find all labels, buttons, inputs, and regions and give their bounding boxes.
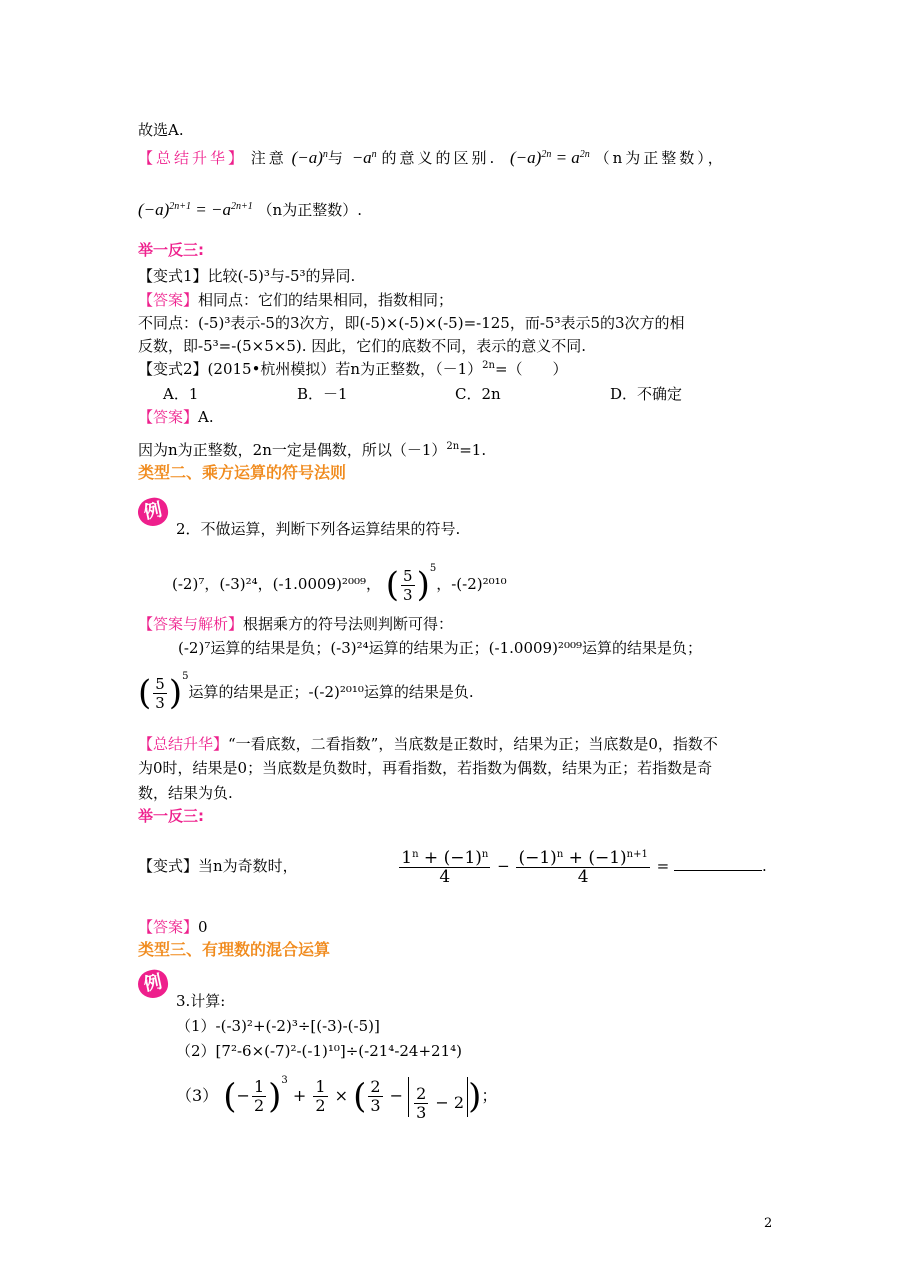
answer-3-line-2: (-2)⁷运算的结果是负；(-3)²⁴运算的结果为正；(-1.0009)²⁰⁰⁹运算的结果是负； xyxy=(178,639,702,657)
summary-tag: 【总结升华】 xyxy=(138,149,247,167)
example-badge-icon: 例 xyxy=(135,495,170,529)
math-neg-a-pow-n: $(-a)^n$ xyxy=(291,148,328,167)
summary-line-2: $(-a)^{2n+1} = -a^{2n+1}$ （n为正整数）. xyxy=(138,200,362,219)
absolute-value: $\frac{2}{3}$ − 2 xyxy=(408,1077,468,1117)
summary-2-line-2: 为0时，结果是0；当底数是负数时，再看指数，若指数为偶数，结果为正；若指数是奇 xyxy=(138,759,713,777)
answer-3-line-3: ( $\frac{5}{3}$ )$^5$运算的结果是正；-(-2)²⁰¹⁰运算的结果是负. xyxy=(138,671,474,713)
section-heading-type-2: 类型二、乘方运算的符号法则 xyxy=(138,463,347,482)
example-2-items: (-2)⁷，(-3)²⁴，(-1.0009)²⁰⁰⁹， ( $\frac{5}{3}$ )$^5$，-(-2)²⁰¹⁰ xyxy=(172,563,507,605)
example-3-question: 3.计算: xyxy=(176,992,226,1010)
option-d: D．不确定 xyxy=(610,385,683,403)
example-3-part-2: （2）[7²-6×(-7)²-(-1)¹⁰]÷(-21⁴-24+21⁴) xyxy=(176,1042,462,1060)
answer-blank xyxy=(674,856,762,871)
fraction-right: $\frac{(-1)^n + (-1)^{n+1}}{4}$ xyxy=(518,847,648,887)
variant-2: 【变式2】(2015•杭州模拟）若n为正整数，$(-1)^{2n}=$（ ） xyxy=(138,360,568,378)
variant-3: 【变式】当n为奇数时， $\frac{1^n + (-1)^n}{4}$ − $\frac{(-1)^n + (-1)^{n+1}}{4}$ = . xyxy=(138,847,767,887)
option-c: C．2n xyxy=(455,385,501,403)
math-minus-a-pow-n: $-a^n$ xyxy=(351,148,377,167)
practice-heading-1: 举一反三: xyxy=(138,241,204,259)
conclusion-line: 故选A. xyxy=(138,121,184,139)
variant-1: 【变式1】比较(-5)³与-5³的异同. xyxy=(138,267,356,285)
section-heading-type-3: 类型三、有理数的混合运算 xyxy=(138,940,331,959)
fraction-left: $\frac{1^n + (-1)^n}{4}$ xyxy=(401,847,489,887)
page-number: 2 xyxy=(764,1216,773,1231)
fraction-five-thirds: $\frac{5}{3}$ xyxy=(403,566,413,604)
answer-3: 【答案与解析】根据乘方的符号法则判断可得： xyxy=(138,615,454,633)
answer-1-line-3: 反数，即-5³=-(5×5×5). 因此，它们的底数不同，表示的意义不同. xyxy=(138,337,587,355)
option-a: A．1 xyxy=(163,385,199,403)
answer-4: 【答案】0 xyxy=(138,918,208,936)
example-3-part-1: （1）-(-3)²+(-2)³÷[(-3)-(-5)] xyxy=(176,1017,380,1035)
math-identity-odd: $(-a)^{2n+1} = -a^{2n+1}$ xyxy=(138,200,253,219)
example-2-question: 2．不做运算，判断下列各运算结果的符号. xyxy=(176,520,461,538)
summary-2-line-1: 【总结升华】“一看底数，二看指数”，当底数是正数时，结果为正；当底数是0，指数不 xyxy=(138,735,718,753)
math-identity-even: $(-a)^{2n} = a^{2n}$ xyxy=(510,148,590,167)
example-badge-icon-2: 例 xyxy=(135,967,170,1001)
example-3-part-3: （3） (− $\frac{1}{2}$ )$^3$ + $\frac{1}{2}$ × ( $\frac{2}{3}$ − $\frac{2}{3}$ − 2 )； xyxy=(176,1075,498,1122)
option-b: B．－1 xyxy=(297,385,348,403)
summary-2-line-3: 数，结果为负. xyxy=(138,784,233,802)
reason-line: 因为n为正整数，2n一定是偶数，所以$(-1)^{2n}=1$. xyxy=(138,441,487,459)
answer-1: 【答案】相同点：它们的结果相同，指数相同； xyxy=(138,291,454,309)
answer-2: 【答案】A. xyxy=(138,408,214,426)
answer-1-line-2: 不同点：(-5)³表示-5的3次方，即(-5)×(-5)×(-5)=-125，而-5³表示5的3次方的相 xyxy=(138,314,685,332)
summary-line-1: 【总结升华】 注意 $(-a)^n$与 $-a^n$ 的意义的区别. $(-a)^{2n} = a^{2n}$ （n为正整数）， xyxy=(138,148,726,167)
practice-heading-2: 举一反三: xyxy=(138,807,204,825)
